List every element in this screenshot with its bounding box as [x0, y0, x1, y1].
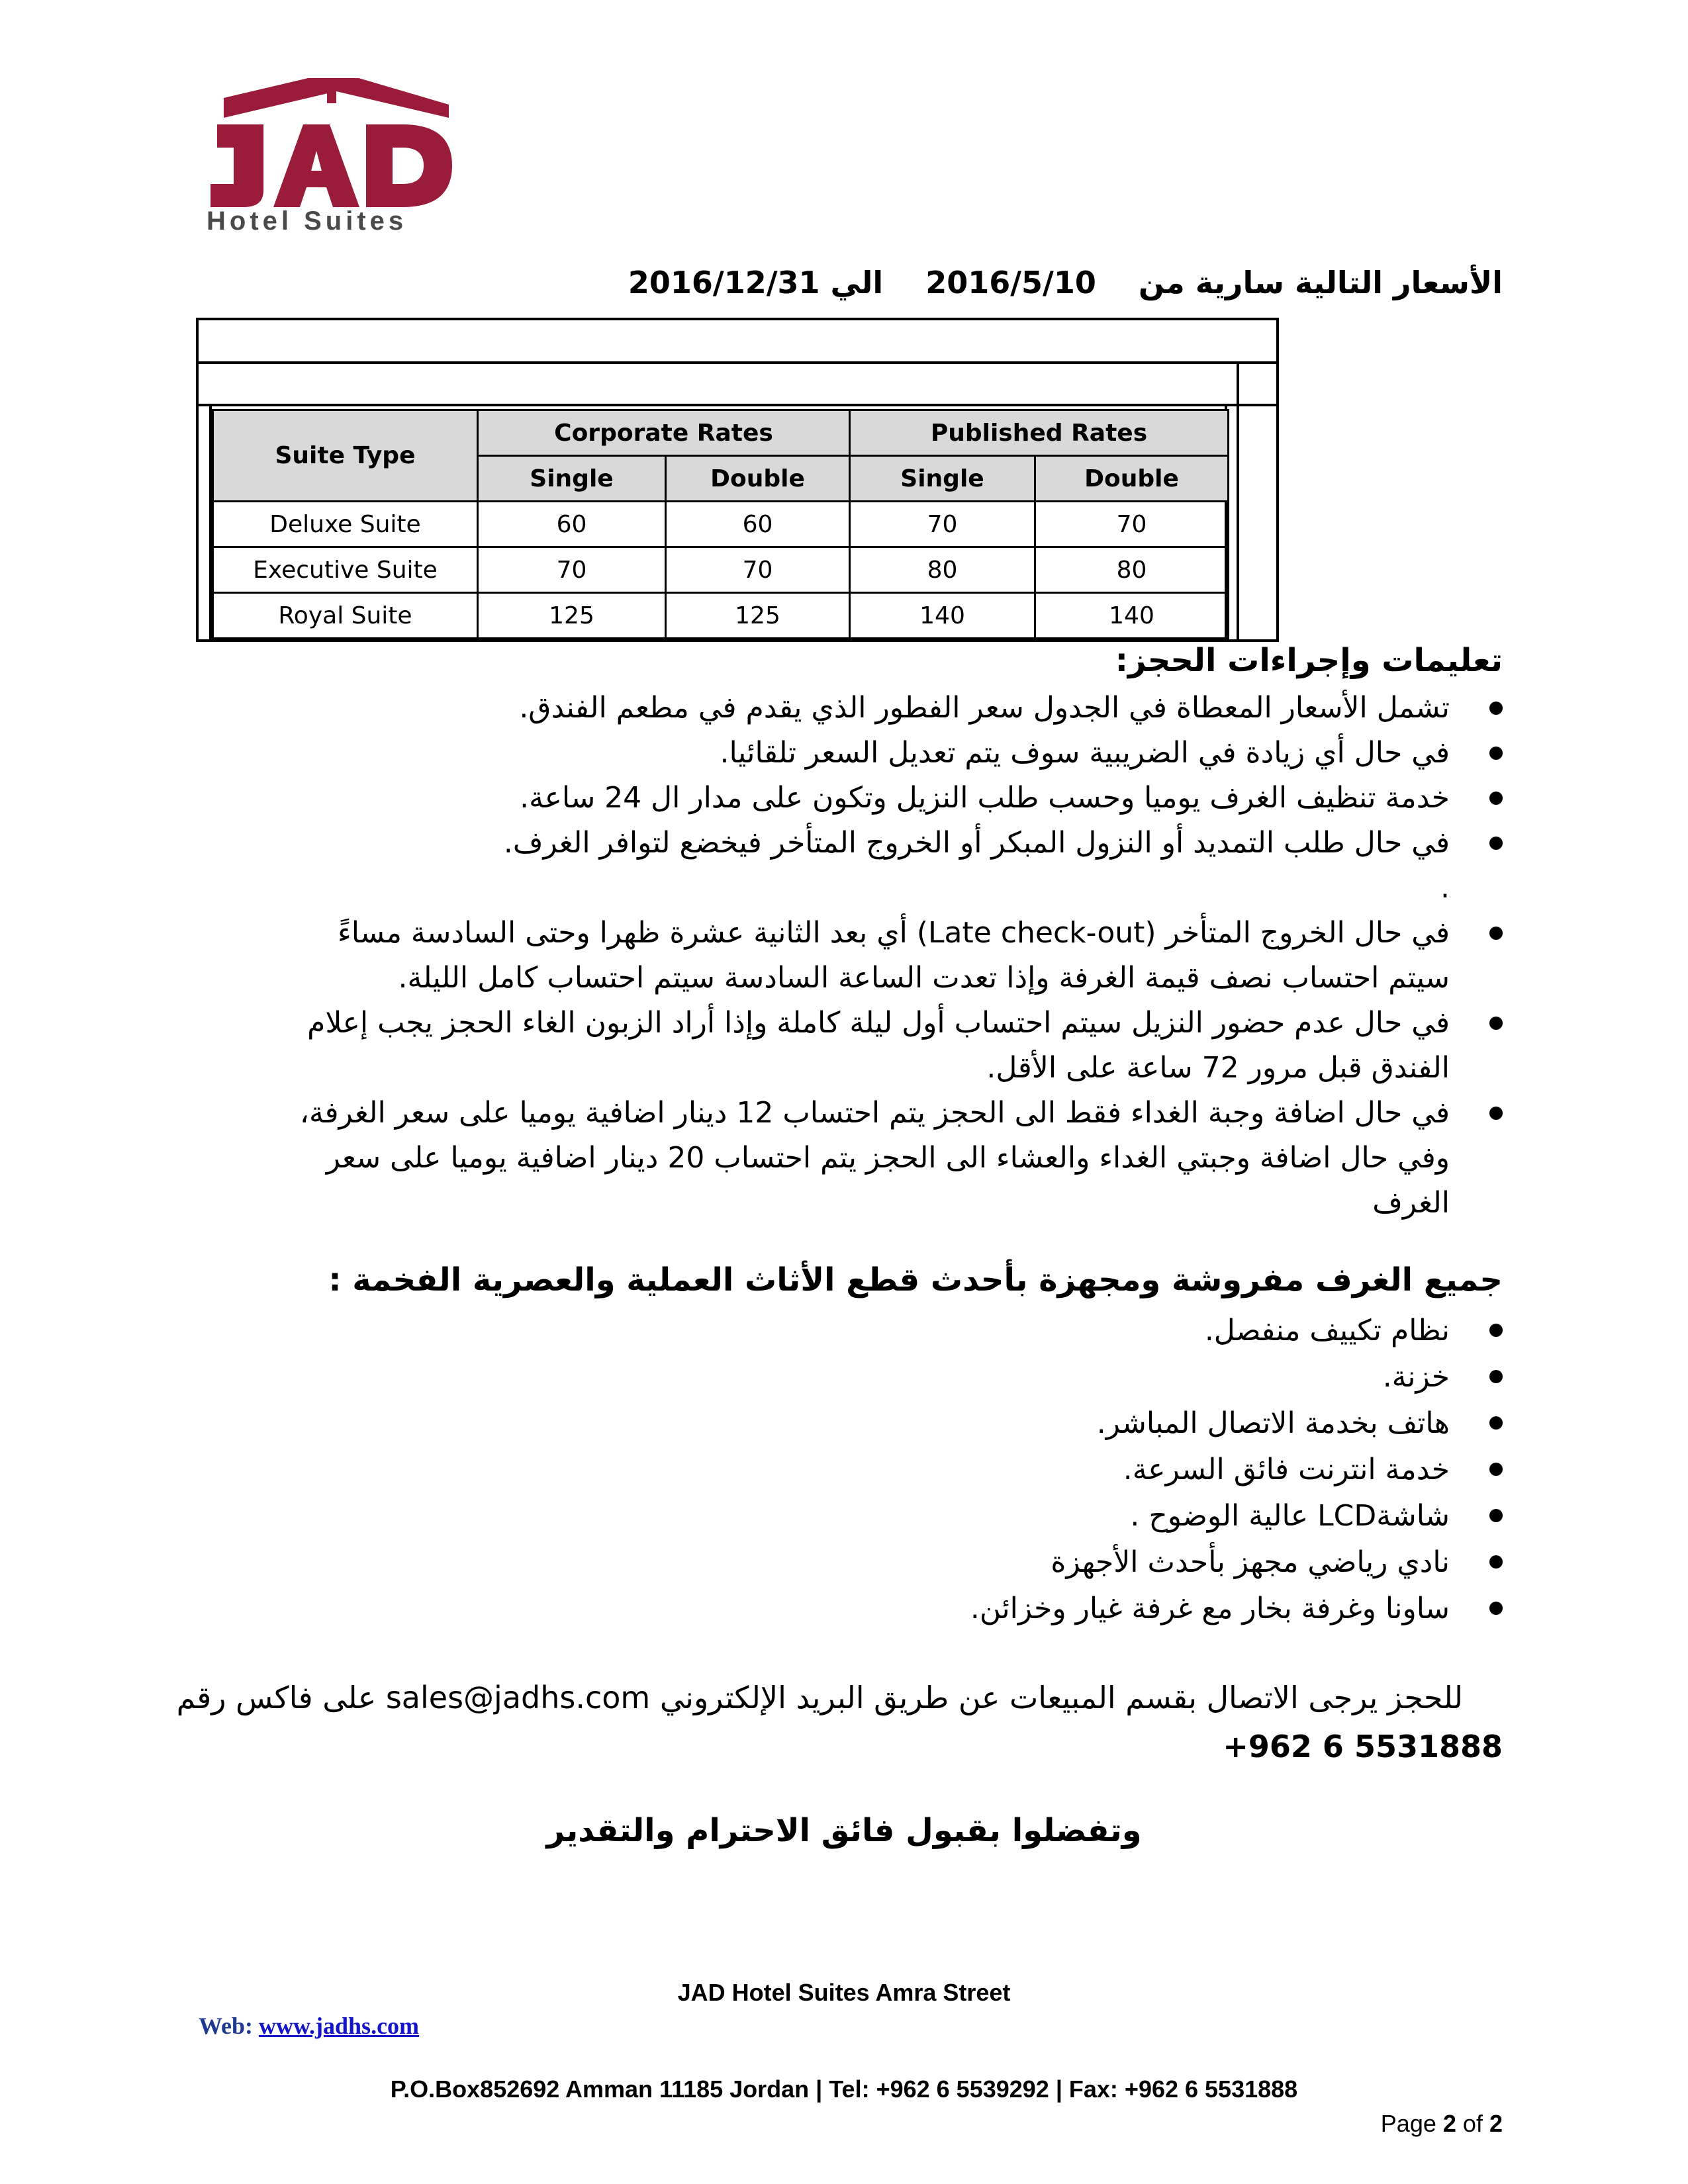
page-of: of — [1462, 2110, 1483, 2137]
table-header-row — [213, 410, 1229, 456]
list-item — [970, 1539, 1503, 1586]
logo-tagline: Hotel Suites — [207, 206, 408, 236]
list-item-text: سيتم احتساب نصف قيمة الغرفة وإذا تعدت الساعة السادسة سيتم احتساب كامل الليلة. — [398, 961, 1450, 995]
published-single-rate: 80 — [850, 547, 1035, 593]
header-corporate-double: Double — [666, 456, 850, 502]
list-item — [300, 1091, 1503, 1136]
bullet-icon — [1489, 1370, 1503, 1383]
bullet-icon — [1489, 747, 1503, 760]
bullet-icon — [1489, 1416, 1503, 1430]
validity-to-word: الي — [830, 265, 884, 300]
list-item-text: تشمل الأسعار المعطاة في الجدول سعر الفطور الذي يقدم في مطعم الفندق. — [519, 691, 1450, 725]
bullet-icon — [1489, 1555, 1503, 1569]
bullet-icon — [1489, 1463, 1503, 1476]
rates-table — [212, 409, 1229, 639]
list-item-text: في حال طلب التمديد أو النزول المبكر أو الخروج المتأخر فيخضع لتوافر الغرف. — [503, 826, 1450, 860]
published-double-rate: 80 — [1035, 547, 1229, 593]
bullet-icon — [1489, 1324, 1503, 1337]
table-frame-divider — [1237, 361, 1239, 642]
bullet-icon — [1489, 1107, 1503, 1120]
instructions-list — [300, 686, 1503, 1226]
corporate-double-rate: 60 — [666, 502, 850, 547]
validity-text: الأسعار التالية سارية من — [1138, 265, 1503, 300]
list-item-text: في حال الخروج المتأخر (Late check-out) أي بعد الثانية عشرة ظهرا وحتى السادسة مساءً — [338, 916, 1450, 950]
bullet-icon — [1489, 792, 1503, 805]
closing-line: وتفضلوا بقبول فائق الاحترام والتقدير — [546, 1812, 1142, 1849]
list-item-continuation — [300, 866, 1503, 911]
list-item-text: شاشةLCD عالية الوضوح . — [1130, 1499, 1450, 1533]
list-item-text: الفندق قبل مرور 72 ساعة على الأقل. — [986, 1051, 1450, 1085]
list-item — [300, 821, 1503, 866]
published-single-rate: 70 — [850, 502, 1035, 547]
corporate-double-rate: 70 — [666, 547, 850, 593]
page-label: Page — [1380, 2110, 1436, 2137]
published-double-rate: 140 — [1035, 593, 1229, 639]
table-row — [213, 593, 1229, 639]
list-item — [300, 776, 1503, 821]
list-item-text: خدمة تنظيف الغرف يوميا وحسب طلب النزيل وتكون على مدار ال 24 ساعة. — [520, 781, 1450, 815]
instructions-title: تعليمات وإجراءات الحجز: — [1115, 642, 1503, 679]
list-item-text: في حال اضافة وجبة الغداء فقط الى الحجز يتم احتساب 12 دينار اضافية يوميا على سعر الغرفة، — [299, 1096, 1450, 1130]
list-item-text: في حال أي زيادة في الضريبية سوف يتم تعديل السعر تلقائيا. — [720, 736, 1450, 770]
footer-web-label: Web: — [199, 2013, 254, 2039]
page-total: 2 — [1489, 2110, 1503, 2137]
list-item-text: ساونا وغرفة بخار مع غرفة غيار وخزائن. — [970, 1592, 1450, 1625]
list-item-text: وفي حال اضافة وجبتي الغداء والعشاء الى الحجز يتم احتساب 20 دينار اضافية يوميا على سعر — [326, 1141, 1450, 1175]
table-row — [213, 502, 1229, 547]
list-item — [300, 1001, 1503, 1046]
suite-name: Executive Suite — [213, 547, 478, 593]
list-item-text: الغرف — [1372, 1186, 1450, 1220]
list-item — [300, 911, 1503, 956]
list-item — [970, 1354, 1503, 1400]
header-suite-type: Suite Type — [213, 410, 478, 502]
footer-web — [199, 2012, 419, 2040]
list-item-text: في حال عدم حضور النزيل سيتم احتساب أول ليلة كاملة وإذا أراد الزبون الغاء الحجز يجب إعلام — [307, 1006, 1450, 1040]
list-item-text: نظام تكييف منفصل. — [1204, 1314, 1450, 1347]
corporate-double-rate: 125 — [666, 593, 850, 639]
amenities-title: جميع الغرف مفروشة ومجهزة بأحدث قطع الأثاث العملية والعصرية الفخمة : — [328, 1261, 1503, 1298]
list-item — [300, 686, 1503, 731]
website-link[interactable]: www.jadhs.com — [259, 2013, 420, 2039]
bullet-icon — [1489, 1509, 1503, 1522]
corporate-single-rate: 70 — [478, 547, 666, 593]
validity-from-date: 2016/5/10 — [925, 265, 1096, 300]
header-corporate-rates: Corporate Rates — [478, 410, 850, 456]
list-item — [970, 1447, 1503, 1493]
list-item-text: هاتف بخدمة الاتصال المباشر. — [1096, 1406, 1450, 1440]
header-corporate-single: Single — [478, 456, 666, 502]
list-item-continuation — [300, 1046, 1503, 1091]
list-item-continuation — [300, 956, 1503, 1001]
bullet-icon — [1489, 702, 1503, 715]
corporate-single-rate: 125 — [478, 593, 666, 639]
header-published-rates: Published Rates — [850, 410, 1229, 456]
table-frame-divider — [196, 361, 1279, 364]
table-frame-divider — [196, 404, 1279, 406]
published-single-rate: 140 — [850, 593, 1035, 639]
page-current: 2 — [1442, 2110, 1456, 2137]
list-item-text: نادي رياضي مجهز بأحدث الأجهزة — [1051, 1545, 1450, 1579]
header-published-single: Single — [850, 456, 1035, 502]
corporate-single-rate: 60 — [478, 502, 666, 547]
bullet-icon — [1489, 1602, 1503, 1615]
suite-name: Deluxe Suite — [213, 502, 478, 547]
table-row — [213, 547, 1229, 593]
validity-to-date: 2016/12/31 — [628, 265, 820, 300]
list-item — [970, 1493, 1503, 1539]
list-item — [300, 731, 1503, 776]
bullet-icon — [1489, 837, 1503, 850]
list-item-text: خزنة. — [1382, 1360, 1450, 1394]
bullet-icon — [1489, 1017, 1503, 1030]
fax-number: +962 6 5531888 — [1223, 1729, 1503, 1764]
bullet-icon — [1489, 927, 1503, 940]
header-published-double: Double — [1035, 456, 1229, 502]
footer-address: JAD Hotel Suites Amra Street — [677, 1979, 1011, 2006]
contact-line: للحجز يرجى الاتصال بقسم المبيعات عن طريق البريد الإلكتروني sales@jadhs.com على فاكس رقم — [176, 1680, 1463, 1715]
list-item — [970, 1400, 1503, 1447]
list-item-continuation — [300, 1181, 1503, 1226]
list-item-continuation — [300, 1136, 1503, 1181]
list-item-text: خدمة انترنت فائق السرعة. — [1123, 1453, 1450, 1486]
page-number — [1381, 2110, 1503, 2138]
validity-line — [628, 265, 1503, 300]
suite-name: Royal Suite — [213, 593, 478, 639]
list-item — [970, 1586, 1503, 1632]
list-item — [970, 1308, 1503, 1354]
footer-contact: P.O.Box852692 Amman 11185 Jordan | Tel: +962 6 5539292 | Fax: +962 6 5531888 — [390, 2075, 1298, 2103]
amenities-list — [970, 1308, 1503, 1632]
published-double-rate: 70 — [1035, 502, 1229, 547]
list-item-text: . — [1440, 871, 1450, 905]
